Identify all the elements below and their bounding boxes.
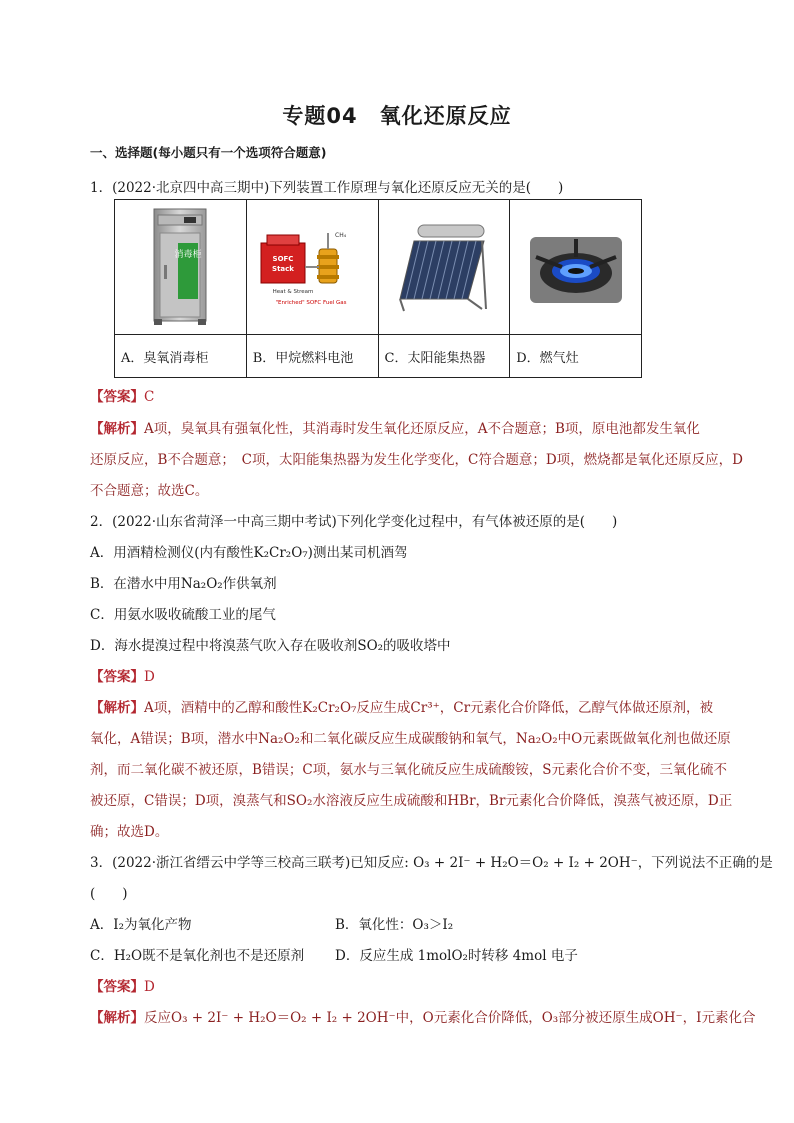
question-1-explanation-line-1: 【解析】A项，臭氧具有强氧化性，其消毒时发生氧化还原反应，A不合题意；B项，原电池都发生氧化 xyxy=(90,421,700,437)
gas-stove-icon xyxy=(528,227,624,307)
svg-text:SOFC: SOFC xyxy=(272,255,294,263)
question-1-answer xyxy=(90,385,154,405)
question-2-explanation-line-2: 氧化，A错误；B项，潜水中Na₂O₂和二氧化碳反应生成碳酸钠和氧气，Na₂O₂中O元素既做氧化剂也做还原 xyxy=(90,731,731,747)
image-methane-fuel-cell xyxy=(246,200,378,335)
question-2-stem: 2．(2022·山东省菏泽一中高三期中考试)下列化学变化过程中，有气体被还原的是( ) xyxy=(90,514,618,530)
question-3-explanation-line-1: 【解析】反应O₃ + 2I⁻ + H₂O＝O₂ + I₂ + 2OH⁻中，O元素化合价降低，O₃部分被还原生成OH⁻，I元素化合 xyxy=(90,1010,756,1026)
heat-label: Heat & Stream xyxy=(272,289,314,295)
image-solar-heater xyxy=(378,200,510,335)
question-2-explanation-line-1: 【解析】A项，酒精中的乙醇和酸性K₂Cr₂O₇反应生成Cr³⁺，Cr元素化合价降低，乙醇气体做还原剂，被 xyxy=(90,700,714,716)
question-2-option-a: A．用酒精检测仪(内有酸性K₂Cr₂O₇)测出某司机酒驾 xyxy=(90,545,408,561)
question-1-explanation-line-2: 还原反应，B不合题意； C项，太阳能集热器为发生化学变化，C符合题意；D项，燃烧都是氧化还原反应，D xyxy=(90,452,743,468)
fuel-cell-diagram-icon xyxy=(253,227,371,307)
answer-tag: 【答案】 xyxy=(90,389,144,405)
answer-value: C xyxy=(144,389,155,405)
page-title: 专题04 氧化还原反应 xyxy=(282,104,512,128)
fuel-label: "Enriched" SOFC Fuel Gas xyxy=(275,300,347,306)
option-b-label: B．甲烷燃料电池 xyxy=(246,335,378,378)
question-3-answer: 【答案】D xyxy=(90,979,155,995)
ozone-cabinet-icon xyxy=(150,207,210,327)
question-3-stem: 3．(2022·浙江省缙云中学等三校高三联考)已知反应: O₃ + 2I⁻ + H₂O＝O₂ + I₂ + 2OH⁻，下列说法不正确的是 xyxy=(90,855,773,871)
question-3-option-a: A．I₂为氧化产物 xyxy=(90,917,192,933)
question-2-answer: 【答案】D xyxy=(90,669,155,685)
question-3-stem-cont: ( ) xyxy=(90,886,128,902)
cabinet-label: 消毒柜 xyxy=(174,250,202,260)
question-1-stem: 1．(2022·北京四中高三期中)下列装置工作原理与氧化还原反应无关的是( ) xyxy=(90,180,564,196)
question-2-explanation-line-3: 剂，而二氧化碳不被还原，B错误；C项，氨水与三氧化硫反应生成硫酸铵，S元素化合价不变，三氧化硫不 xyxy=(90,762,727,778)
question-2-option-c: C．用氨水吸收硫酸工业的尾气 xyxy=(90,607,276,623)
explanation-tag: 【解析】 xyxy=(90,421,144,437)
option-a-label: A．臭氧消毒柜 xyxy=(115,335,247,378)
question-2-option-b: B．在潜水中用Na₂O₂作供氧剂 xyxy=(90,576,277,592)
option-c-label: C．太阳能集热器 xyxy=(378,335,510,378)
image-ozone-cabinet xyxy=(115,200,247,335)
question-2-explanation-line-4: 被还原，C错误；D项，溴蒸气和SO₂水溶液反应生成硫酸和HBr，Br元素化合价降低，溴蒸气被还原，D正 xyxy=(90,793,733,809)
solar-heater-icon xyxy=(394,219,494,315)
question-3-option-b: B．氧化性：O₃＞I₂ xyxy=(335,917,454,933)
option-d-label: D．燃气灶 xyxy=(510,335,642,378)
section-header: 一、选择题(每小题只有一个选项符合题意) xyxy=(90,145,327,160)
ch4-label: CH₄ xyxy=(335,232,347,239)
question-3-option-d: D．反应生成 1molO₂时转移 4mol 电子 xyxy=(335,948,578,964)
question-2-explanation-line-5: 确；故选D。 xyxy=(90,824,169,840)
question-3-option-c: C．H₂O既不是氧化剂也不是还原剂 xyxy=(90,948,305,964)
question-2-option-d: D．海水提溴过程中将溴蒸气吹入存在吸收剂SO₂的吸收塔中 xyxy=(90,638,451,654)
question-1-image-table xyxy=(114,199,642,378)
image-gas-stove xyxy=(510,200,642,335)
svg-text:Stack: Stack xyxy=(272,265,295,273)
question-1-explanation-line-3: 不合题意；故选C。 xyxy=(90,483,209,499)
